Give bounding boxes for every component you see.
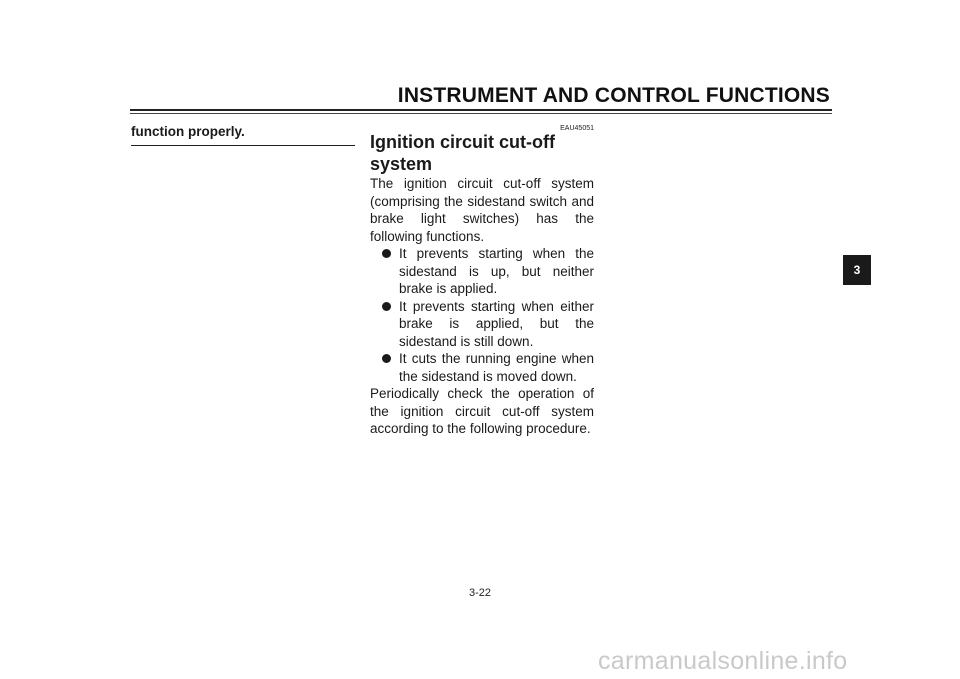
bullet-text: It prevents starting when either brake is applied, but the sidestand is still down.	[399, 298, 594, 349]
section-heading: Ignition circuit cut-off system	[370, 132, 555, 174]
bullet-item	[370, 245, 594, 298]
section-code: EAU45051	[560, 125, 594, 132]
bullet-dot-icon	[382, 302, 391, 311]
bullet-item	[370, 350, 594, 385]
bullet-list	[370, 245, 594, 385]
bullet-text: It prevents starting when the sidestand is up, but neither brake is applied.	[399, 246, 594, 296]
bullet-dot-icon	[382, 249, 391, 258]
page-number: 3-22	[468, 587, 492, 599]
watermark: carmanualsonline.info	[598, 647, 848, 675]
bullet-dot-icon	[382, 354, 391, 363]
bullet-text: It cuts the running engine when the sidestand is moved down.	[399, 351, 594, 384]
chapter-tab-label: 3	[853, 263, 861, 277]
column-rule	[131, 145, 355, 146]
chapter-tab	[843, 255, 871, 285]
left-column	[131, 124, 355, 146]
header-rule	[130, 109, 832, 111]
right-column	[370, 125, 594, 438]
bullet-item	[370, 298, 594, 351]
header-rule-thin	[130, 113, 832, 114]
section-intro: The ignition circuit cut-off system (comprising the sidestand switch and brake light switches) has the following functions.	[370, 176, 594, 244]
section-closing: Periodically check the operation of the ignition circuit cut-off system according to the following procedure.	[370, 386, 594, 436]
page-header-title: INSTRUMENT AND CONTROL FUNCTIONS	[397, 84, 830, 107]
continued-text: function properly.	[131, 124, 245, 139]
